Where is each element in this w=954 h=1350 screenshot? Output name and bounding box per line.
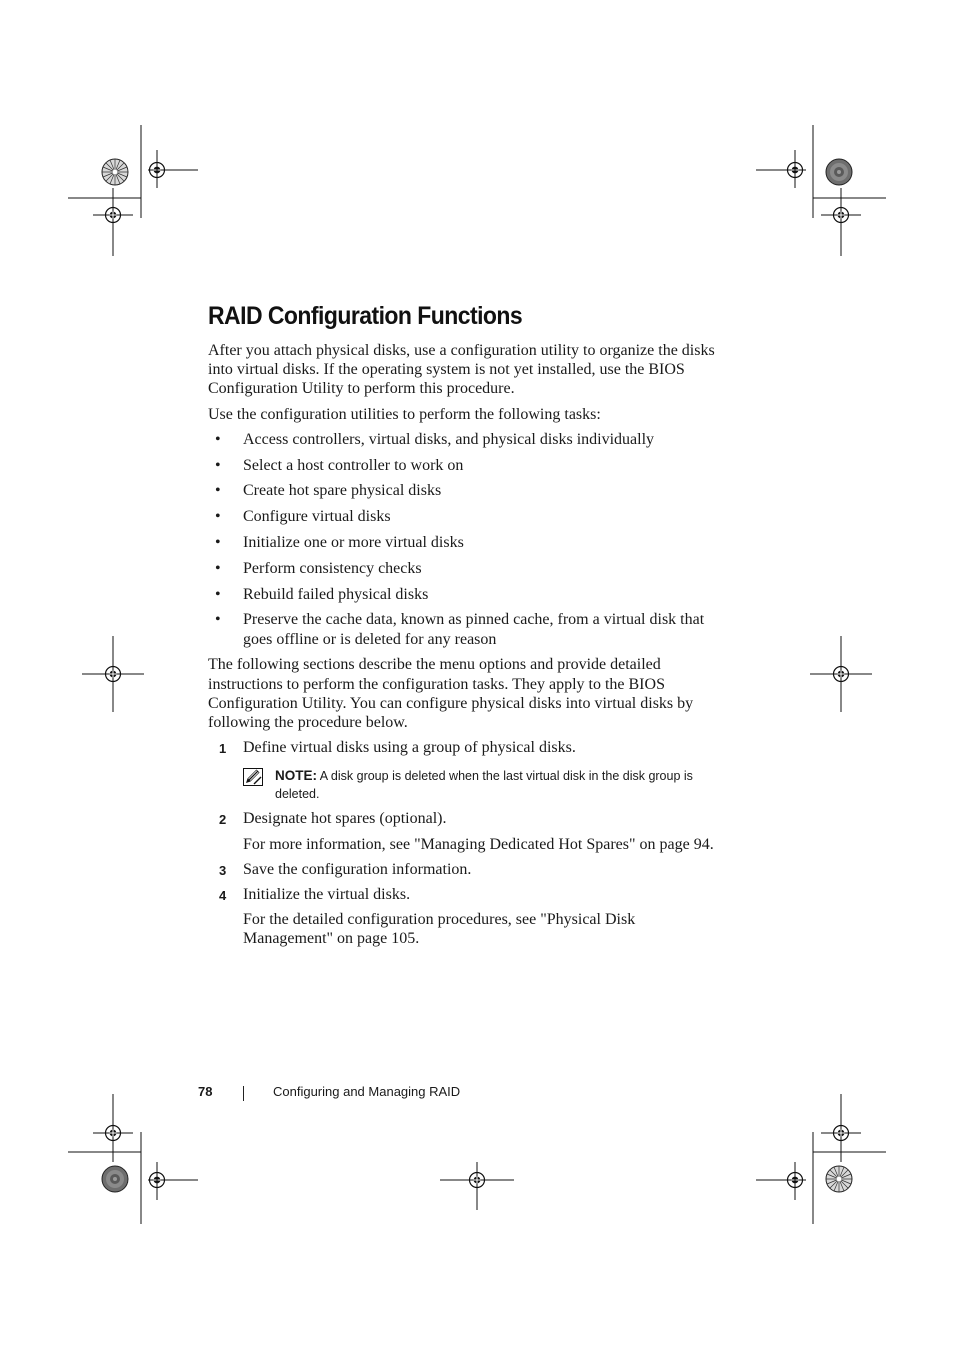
note-label: NOTE: bbox=[275, 768, 317, 784]
bullet: • bbox=[215, 456, 221, 474]
task-list bbox=[208, 430, 718, 649]
crop-mark-top-left bbox=[68, 125, 198, 256]
step-1 bbox=[208, 738, 718, 803]
intro-paragraph: After you attach physical disks, use a configuration utility to organize the disks into virtual disks. If the operating system is not yet installed, use the BIOS Configuration Utility to perform this procedure. bbox=[208, 342, 715, 398]
bullet: • bbox=[215, 559, 221, 577]
list-item: • Configure virtual disks bbox=[215, 508, 391, 526]
crop-mark-bottom-center bbox=[440, 1162, 514, 1210]
crop-mark-middle-left bbox=[82, 636, 144, 712]
bullet: • bbox=[215, 534, 221, 551]
list-item: • Select a host controller to work on bbox=[215, 456, 464, 474]
list-item: • Perform consistency checks bbox=[215, 559, 422, 577]
list-item: • Create hot spare physical disks bbox=[215, 482, 442, 500]
step-text: Initialize the virtual disks. bbox=[243, 886, 411, 904]
bullet: • bbox=[215, 611, 221, 629]
bullet: • bbox=[215, 430, 221, 448]
bullet: • bbox=[215, 508, 221, 526]
crop-mark-bottom-right bbox=[756, 1094, 886, 1224]
note-text: A disk group is deleted when the last virtual disk in the disk group is deleted. bbox=[275, 769, 693, 802]
procedure-steps bbox=[208, 738, 718, 948]
bullet: • bbox=[215, 585, 221, 603]
step-text: Save the configuration information. bbox=[243, 860, 472, 878]
step-number: 3 bbox=[219, 862, 227, 878]
step-number: 2 bbox=[219, 812, 227, 828]
step-detail: For the detailed configuration procedures, see "Physical Disk Management" on page 105. bbox=[243, 911, 636, 948]
footer-divider bbox=[243, 1086, 244, 1101]
list-item: • Preserve the cache data, known as pinned cache, from a virtual disk that goes offline or is deleted for any reason bbox=[215, 611, 705, 648]
bullet: • bbox=[215, 482, 221, 500]
page-title: RAID Configuration Functions bbox=[208, 302, 523, 330]
note bbox=[243, 767, 718, 803]
list-item: • Rebuild failed physical disks bbox=[215, 585, 429, 603]
footer-section-title: Configuring and Managing RAID bbox=[273, 1084, 461, 1099]
step-detail: For more information, see "Managing Dedicated Hot Spares" on page 94. bbox=[243, 835, 714, 853]
step-number: 4 bbox=[219, 888, 227, 904]
crop-mark-middle-right bbox=[810, 636, 872, 712]
pencil-note-icon bbox=[243, 768, 263, 786]
step-text: Define virtual disks using a group of physical disks. bbox=[243, 739, 576, 757]
crop-mark-top-right bbox=[756, 125, 886, 256]
step-3 bbox=[208, 860, 718, 879]
step-4 bbox=[208, 885, 718, 949]
crop-mark-bottom-left bbox=[68, 1094, 198, 1224]
sections-intro: The following sections describe the menu options and provide detailed instructions to perform the configuration tasks. They apply to the BIOS Configuration Utility. You can configure physical disks into virtual disks by following the procedure below. bbox=[208, 656, 694, 731]
list-item: • Access controllers, virtual disks, and physical disks individually bbox=[215, 430, 655, 448]
list-item: • Initialize one or more virtual disks bbox=[215, 534, 464, 551]
page-number: 78 bbox=[198, 1084, 213, 1099]
step-text: Designate hot spares (optional). bbox=[243, 810, 447, 828]
step-number: 1 bbox=[219, 741, 227, 757]
step-2 bbox=[208, 809, 718, 853]
tasks-intro: Use the configuration utilities to perform the following tasks: bbox=[208, 405, 601, 423]
main-content bbox=[208, 341, 718, 955]
